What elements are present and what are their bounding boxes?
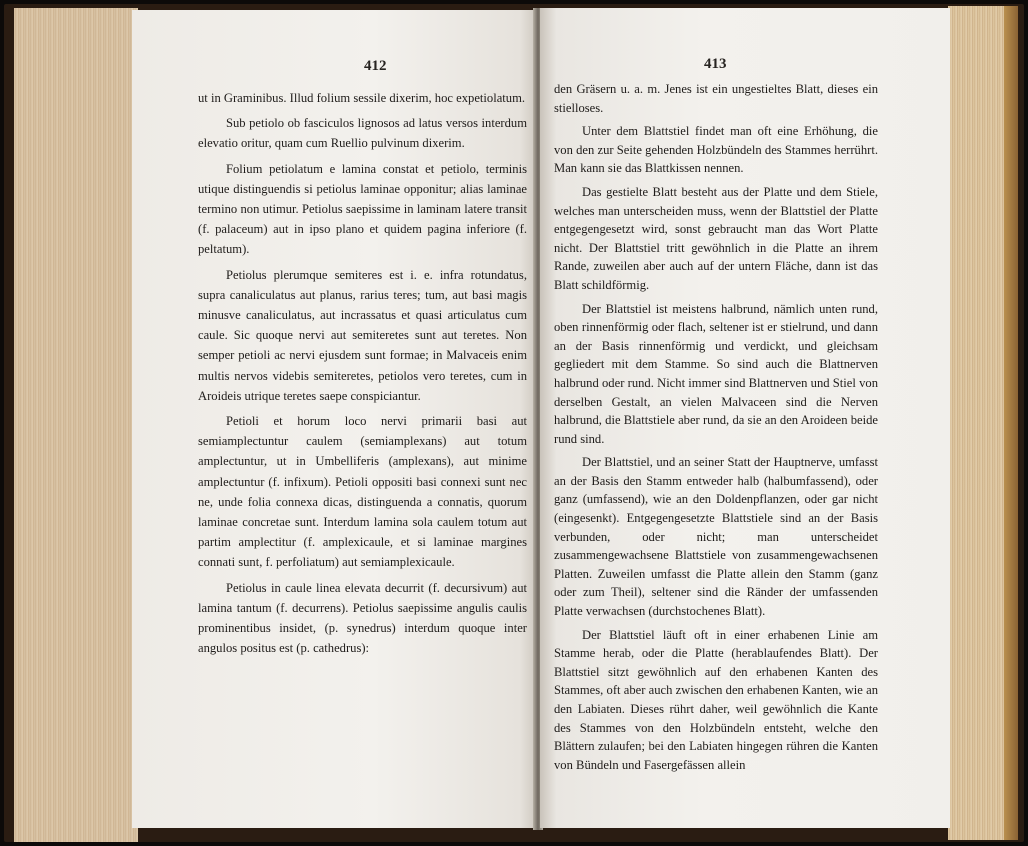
left-paragraph-4: Petiolus plerumque semiteres est i. e. infra rotundatus, supra canaliculatus aut planus, rarius teres; tum, aut basi magis minusve canaliculatus, aut incrassatus et quasi articulatus cum caule. Sic quoque nervi aut semiteretes sunt aut teretes. Non semper petioli ac nervi ejusdem sunt formae; in Malvaceis enim multis nervos videbis semiteretes, petiolos vero teretes, cum in Aroideis utrique teretes saepe conspiciantur. [198, 267, 527, 403]
left-paragraph-2: Sub petiolo ob fasciculos lignosos ad latus versos interdum elevatio oritur, quam cum Ruellio pulvinum dixerim. [198, 116, 527, 151]
right-paragraph-1: den Gräsern u. a. m. Jenes ist ein ungestieltes Blatt, dieses ein stielloses. [554, 82, 878, 115]
left-paragraph-1: ut in Graminibus. Illud folium sessile dixerim, hoc expetiolatum. [198, 91, 526, 105]
left-page-number: 412 [364, 58, 387, 74]
right-paragraph-6: Der Blattstiel läuft oft in einer erhabenen Linie am Stamme herab, oder die Platte (herablaufendes Blatt). Der Blattstiel sitzt gewöhnlich auf den erhabenen Kanten des Stammes, oft aber auch zwischen den erhabenen Kanten, wie an den Labiaten. Dieses rührt daher, weil gewöhnlich die Kante des Stammes von den Holzbündeln entsteht, welche den Blättern zulaufen; bei den Labiaten hingegen rühren die Kanten von Bündeln und Fasergefässen allein [554, 627, 878, 772]
left-page-stack [14, 8, 138, 842]
right-paragraph-2: Unter dem Blattstiel findet man oft eine Erhöhung, die von den zur Seite gehenden Holzbündeln des Stammes herrührt. Man kann sie das Blattkissen nennen. [554, 124, 878, 176]
left-paragraph-6: Petiolus in caule linea elevata decurrit (f. decursivum) aut lamina tantum (f. decurrens). Petiolus saepissime angulis caulis prominentibus insidet, (p. synedrus) interdum quoque inter angulos positus est (p. cathedrus): [198, 580, 527, 656]
right-paragraph-4: Der Blattstiel ist meistens halbrund, nämlich unten rund, oben rinnenförmig oder flach, seltener ist er stielrund, und dann an der Basis rinnenförmig und verdickt, und gleichsam gegliedert mit dem Stamme. So sind auch die Blattnerven halbrund oder rund. Nicht immer sind Blattnerven und Stiel von derselben Gestalt, an vielen Malvaceen sind die Nerven halbrund, die Blattstiele aber rund, da sie an den Aroideen beide rund sind. [554, 301, 878, 446]
left-paragraph-5: Petioli et horum loco nervi primarii basi aut semiamplectuntur caulem (semiamplexans) aut totum amplectuntur, ut in Umbelliferis (amplexans), aut minime amplectuntur (f. infixum). Petioli oppositi basi connexi sunt nec ne, unde folia connexa dicas, distinguenda a connatis, quorum laminae concretae sunt. Interdum lamina sola caulem totum aut partim amplectitur (f. amplexicaule, et si laminae margines connati sunt, f. perfoliatum) aut semiamplexicaule. [198, 414, 527, 570]
left-page-text [198, 88, 527, 663]
right-page [540, 8, 950, 828]
right-paragraph-5: Der Blattstiel, und an seiner Statt der Hauptnerve, umfasst an der Basis den Stamm entweder halb (halbumfassend), oder ganz (umfassend), wie an den Doldenpflanzen, oder gar nicht (eingesenkt). Entgegengesetzte Blattstiele sind an der Basis verbunden, oder nicht; man unterscheidet zusammengewachsene Blattstiele von zusammengewachsenen Platten. Zuweilen umfasst die Platte allein den Stamm (ganz oder zum Theil), seltener sind die Ränder der umfassenden Platte verwachsen (durchstochenes Blatt). [554, 455, 878, 619]
right-page-text [554, 80, 878, 779]
right-cover-edge [1004, 6, 1018, 840]
right-paragraph-3: Das gestielte Blatt besteht aus der Platte und dem Stiele, welches man unterscheiden muss, wenn der Blattstiel der Platte entgegengesetzt wird, sonst gebraucht man das Wort Platte nicht. Der Blattstiel tritt gewöhnlich in die Platte an ihrem Rande, zuweilen aber auch auf der untern Fläche, dann ist das Blatt schildförmig. [554, 184, 878, 292]
left-paragraph-3: Folium petiolatum e lamina constat et petiolo, terminis utique distinguendis si petiolus laminae opponitur; alias laminae termino non utimur. Petiolus saepissime in laminam latere transit (f. palaceum) aut in ipso plano et quidem pagina inferiore (f. peltatum). [198, 161, 527, 257]
left-page [132, 10, 536, 828]
right-page-number: 413 [704, 56, 727, 72]
